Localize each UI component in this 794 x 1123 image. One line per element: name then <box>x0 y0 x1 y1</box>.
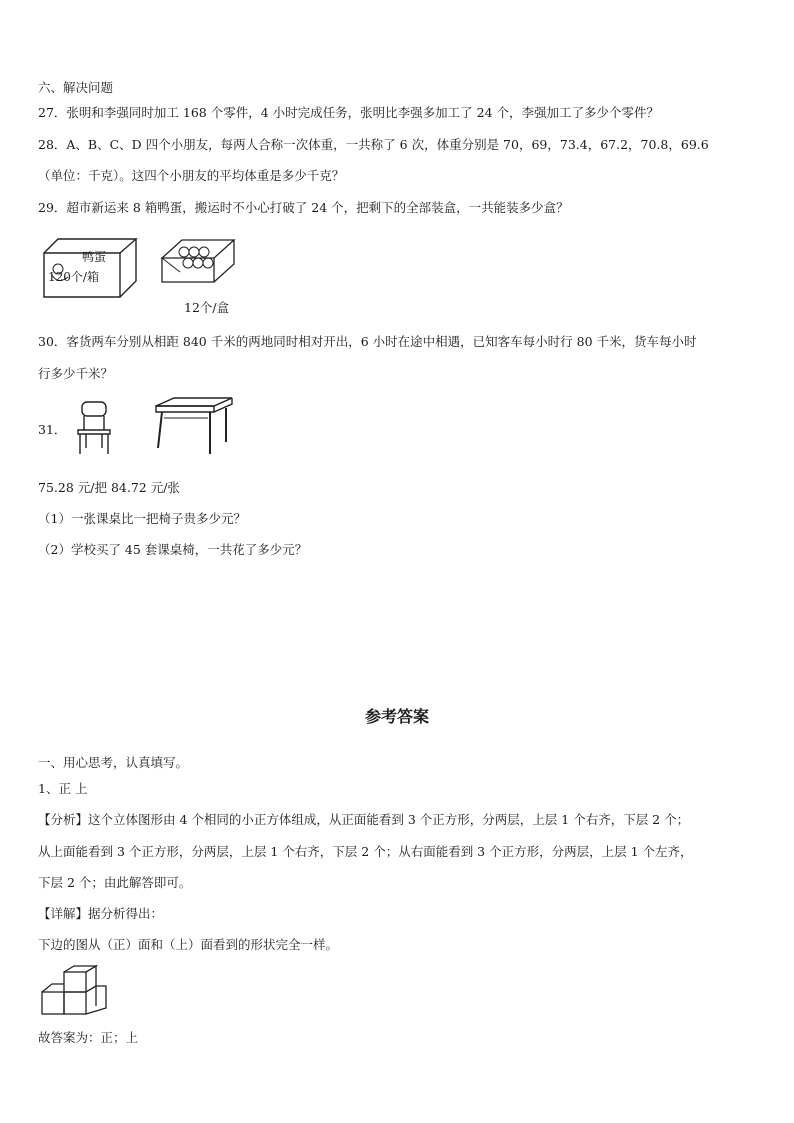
answers-title: 参考答案 <box>364 707 429 726</box>
answers-part1-heading: 一、用心思考，认真填写。 <box>38 755 189 770</box>
detail-line2: 下边的图从（正）面和（上）面看到的形状完全一样。 <box>38 937 339 952</box>
cube-figure <box>40 966 112 1022</box>
egg-box-count: 120个/箱 <box>48 270 99 284</box>
egg-tray-illustration <box>158 232 238 292</box>
chair-illustration <box>74 400 114 456</box>
question-31-sub1: （1）一张课桌比一把椅子贵多少元？ <box>38 511 246 526</box>
desk-illustration <box>154 396 234 458</box>
analysis-line3: 下层 2 个；由此解答即可。 <box>38 875 192 890</box>
analysis-line1: 【分析】这个立体图形由 4 个相同的小正方体组成，从正面能看到 3 个正方形，分两层，上层 1 个右齐，下层 2 个； <box>38 812 690 827</box>
question-30-line2: 行多少千米？ <box>38 366 114 381</box>
question-27: 27．张明和李强同时加工 168 个零件，4 小时完成任务，张明比李强多加工了 24 个，李强加工了多少个零件？ <box>38 105 659 120</box>
analysis-line2: 从上面能看到 3 个正方形，分两层，上层 1 个右齐，下层 2 个；从右面能看到 3 个正方形，分两层，上层 1 个左齐， <box>38 844 693 859</box>
egg-tray-label: 12个/盒 <box>184 300 230 315</box>
question-31-sub2: （2）学校买了 45 套课桌椅，一共花了多少元？ <box>38 542 308 557</box>
final-answer: 故答案为：正；上 <box>38 1030 139 1045</box>
detail-heading: 【详解】据分析得出： <box>38 906 164 921</box>
question-28-line2: （单位：千克）。这四个小朋友的平均体重是多少千克？ <box>38 168 345 183</box>
answer-1: 1、正 上 <box>38 781 88 796</box>
question-29: 29．超市新运来 8 箱鸭蛋，搬运时不小心打破了 24 个，把剩下的全部装盒，一共能装多少盒？ <box>38 200 569 215</box>
question-28-line1: 28．A、B、C、D 四个小朋友，每两人合称一次体重，一共称了 6 次，体重分别是 70，69，73.4，67.2，70.8，69.6 <box>38 137 709 152</box>
section-heading: 六、解决问题 <box>38 80 114 95</box>
question-31-number: 31． <box>38 422 67 437</box>
egg-box-label: 鸭蛋 <box>82 250 107 264</box>
question-31-prices: 75.28 元/把 84.72 元/张 <box>38 480 180 495</box>
question-30-line1: 30．客货两车分别从相距 840 千米的两地同时相对开出，6 小时在途中相遇，已知客车每小时行 80 千米，货车每小时 <box>38 334 697 349</box>
